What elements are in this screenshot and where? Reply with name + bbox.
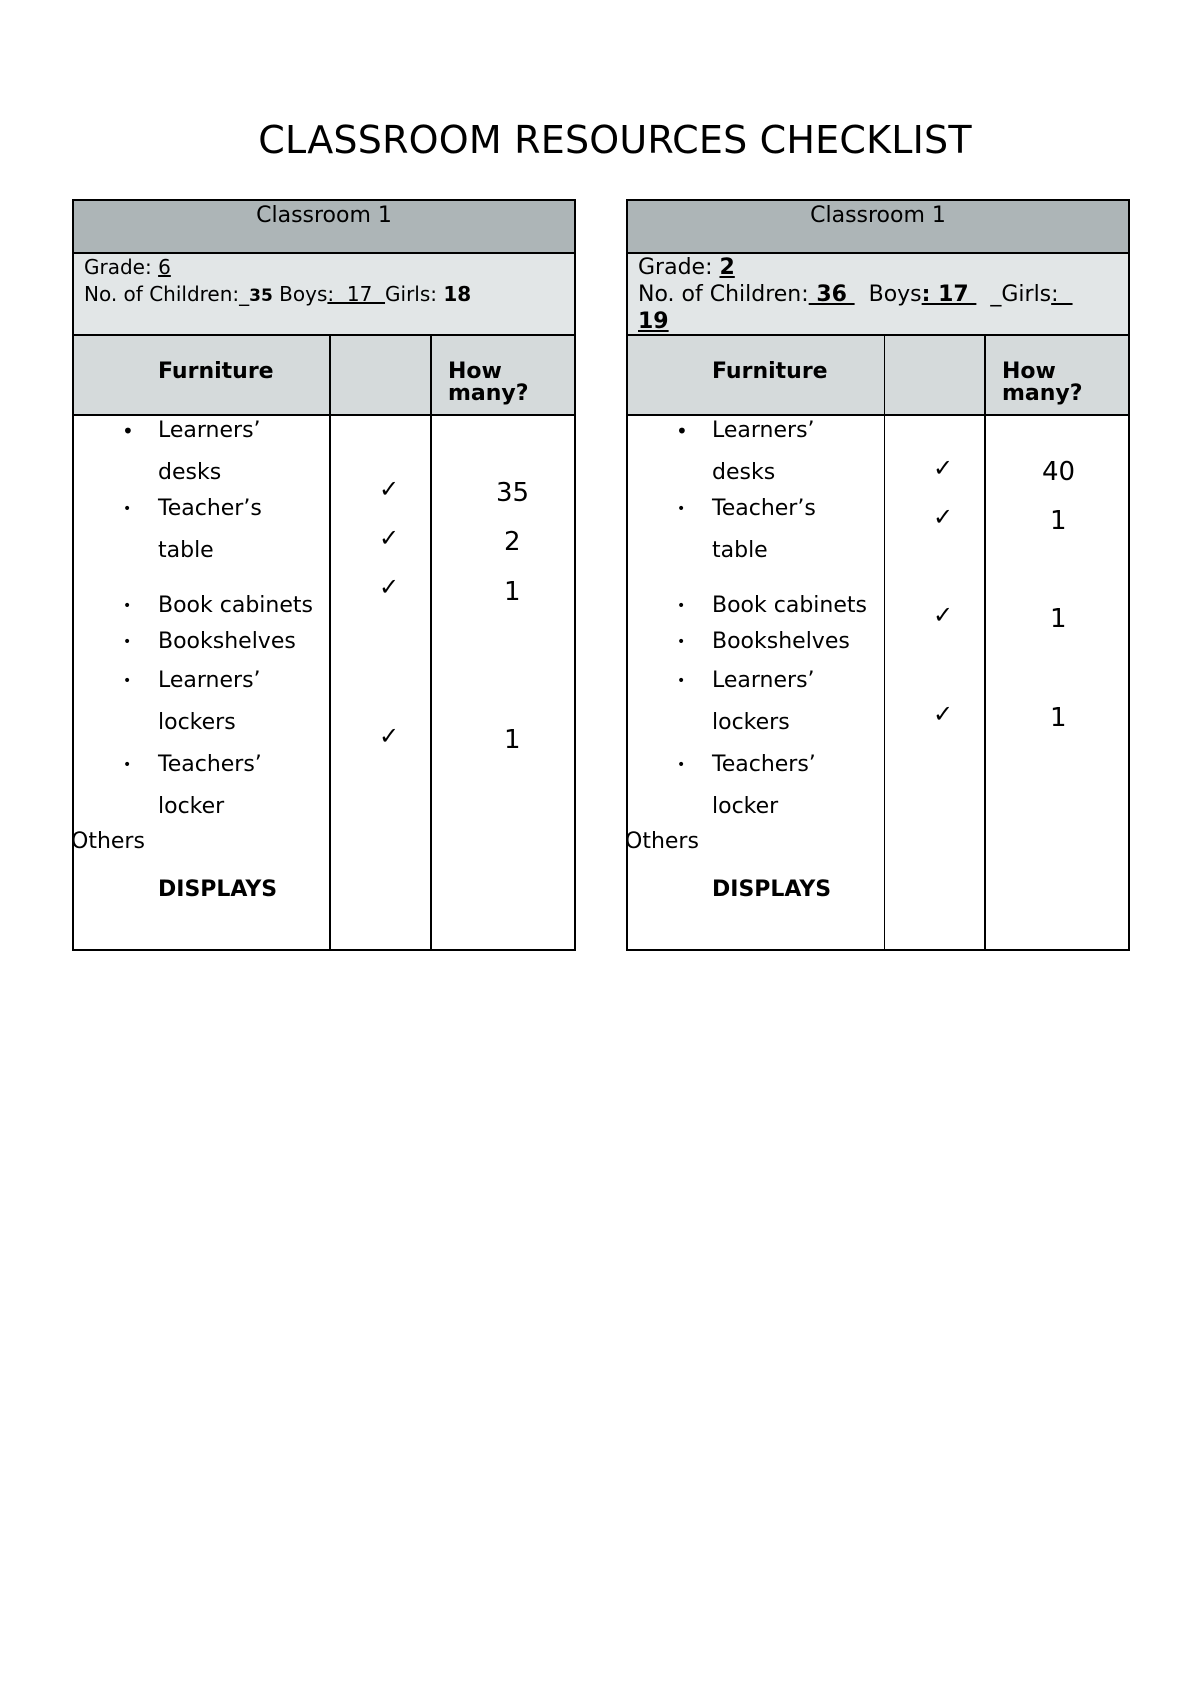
bullet-icon: •	[677, 757, 686, 773]
classroom-header: Classroom 1	[628, 201, 1128, 254]
classroom-header: Classroom 1	[74, 201, 574, 254]
bullet-icon: •	[122, 419, 134, 443]
item-learners-desks-line1: Learners’	[158, 418, 261, 443]
item-learners-lockers-line2: lockers	[712, 710, 790, 735]
column-divider	[329, 336, 331, 949]
bullet-icon: •	[123, 598, 132, 614]
girls-label: Girls:	[385, 282, 444, 306]
bullet-icon: •	[123, 634, 132, 650]
item-book-cabinets: Book cabinets	[712, 593, 867, 618]
count-value: 1	[504, 725, 521, 755]
check-icon: ✓	[933, 503, 954, 531]
bullet-icon: •	[677, 501, 686, 517]
count-value: 1	[1050, 506, 1067, 536]
item-learners-lockers-line2: lockers	[158, 710, 236, 735]
furniture-header: Furniture	[158, 359, 274, 384]
boys-label: Boys	[272, 282, 328, 306]
item-teachers-locker-line1: Teachers’	[712, 752, 816, 777]
count-value: 1	[1050, 604, 1067, 634]
girls-value: 18	[443, 282, 472, 306]
children-label: No. of Children:_	[84, 282, 250, 306]
item-book-cabinets: Book cabinets	[158, 593, 313, 618]
classroom-info	[74, 254, 574, 336]
how-many-header-line2: many?	[1002, 381, 1083, 406]
children-value: 35	[249, 286, 273, 306]
classroom-card-right	[626, 199, 1130, 951]
item-learners-lockers-line1: Learners’	[158, 668, 261, 693]
column-divider	[984, 336, 986, 949]
classroom-info	[628, 254, 1128, 336]
bullet-icon: •	[123, 501, 132, 517]
grade-line	[84, 254, 564, 281]
check-icon: ✓	[379, 475, 400, 503]
check-icon: ✓	[379, 573, 400, 601]
grade-label: Grade:	[84, 255, 159, 279]
item-teachers-table-line2: table	[712, 538, 768, 563]
grade-line	[638, 254, 1118, 281]
furniture-header: Furniture	[712, 359, 828, 384]
others-label: Others	[625, 829, 699, 854]
displays-label: DISPLAYS	[712, 877, 832, 902]
girls-value-prefix: :	[1051, 282, 1073, 307]
check-icon: ✓	[933, 454, 954, 482]
item-learners-lockers-line1: Learners’	[712, 668, 815, 693]
displays-label: DISPLAYS	[158, 877, 278, 902]
bullet-icon: •	[123, 673, 132, 689]
children-label: No. of Children:	[638, 282, 809, 307]
count-value: 2	[504, 527, 521, 557]
item-learners-desks-line2: desks	[712, 460, 776, 485]
item-teachers-locker-line1: Teachers’	[158, 752, 262, 777]
item-teachers-table-line1: Teacher’s	[158, 496, 262, 521]
children-line	[638, 281, 1118, 308]
bullet-icon: •	[677, 673, 686, 689]
count-value: 1	[1050, 703, 1067, 733]
item-bookshelves: Bookshelves	[158, 629, 296, 654]
column-divider	[884, 336, 885, 949]
grade-value: 2	[719, 255, 735, 280]
page-title: CLASSROOM RESOURCES CHECKLIST	[258, 118, 972, 162]
boys-value: : 17	[921, 282, 977, 307]
others-label: Others	[71, 829, 145, 854]
count-value: 40	[1042, 457, 1076, 487]
how-many-header-line1: How	[448, 359, 502, 384]
bullet-icon: •	[676, 419, 688, 443]
item-teachers-table-line2: table	[158, 538, 214, 563]
children-line	[84, 281, 564, 310]
girls-line	[638, 308, 1118, 335]
grade-label: Grade:	[638, 255, 720, 280]
classroom-card-left	[72, 199, 576, 951]
boys-label: Boys	[854, 282, 922, 307]
check-icon: ✓	[933, 601, 954, 629]
item-bookshelves: Bookshelves	[712, 629, 850, 654]
item-learners-desks-line1: Learners’	[712, 418, 815, 443]
column-divider	[430, 336, 432, 949]
item-learners-desks-line2: desks	[158, 460, 222, 485]
item-teachers-table-line1: Teacher’s	[712, 496, 816, 521]
boys-value: : 17	[327, 282, 386, 306]
count-value: 35	[496, 478, 530, 508]
how-many-header-line1: How	[1002, 359, 1056, 384]
check-icon: ✓	[379, 524, 400, 552]
girls-value: 19	[638, 309, 669, 334]
bullet-icon: •	[677, 634, 686, 650]
grade-value: 6	[158, 255, 171, 279]
check-icon: ✓	[933, 700, 954, 728]
item-teachers-locker-line2: locker	[158, 794, 225, 819]
bullet-icon: •	[677, 598, 686, 614]
check-icon: ✓	[379, 722, 400, 750]
count-value: 1	[504, 577, 521, 607]
bullet-icon: •	[123, 757, 132, 773]
how-many-header-line2: many?	[448, 381, 529, 406]
children-value: 36	[808, 282, 855, 307]
girls-label: _Girls	[976, 282, 1052, 307]
item-teachers-locker-line2: locker	[712, 794, 779, 819]
